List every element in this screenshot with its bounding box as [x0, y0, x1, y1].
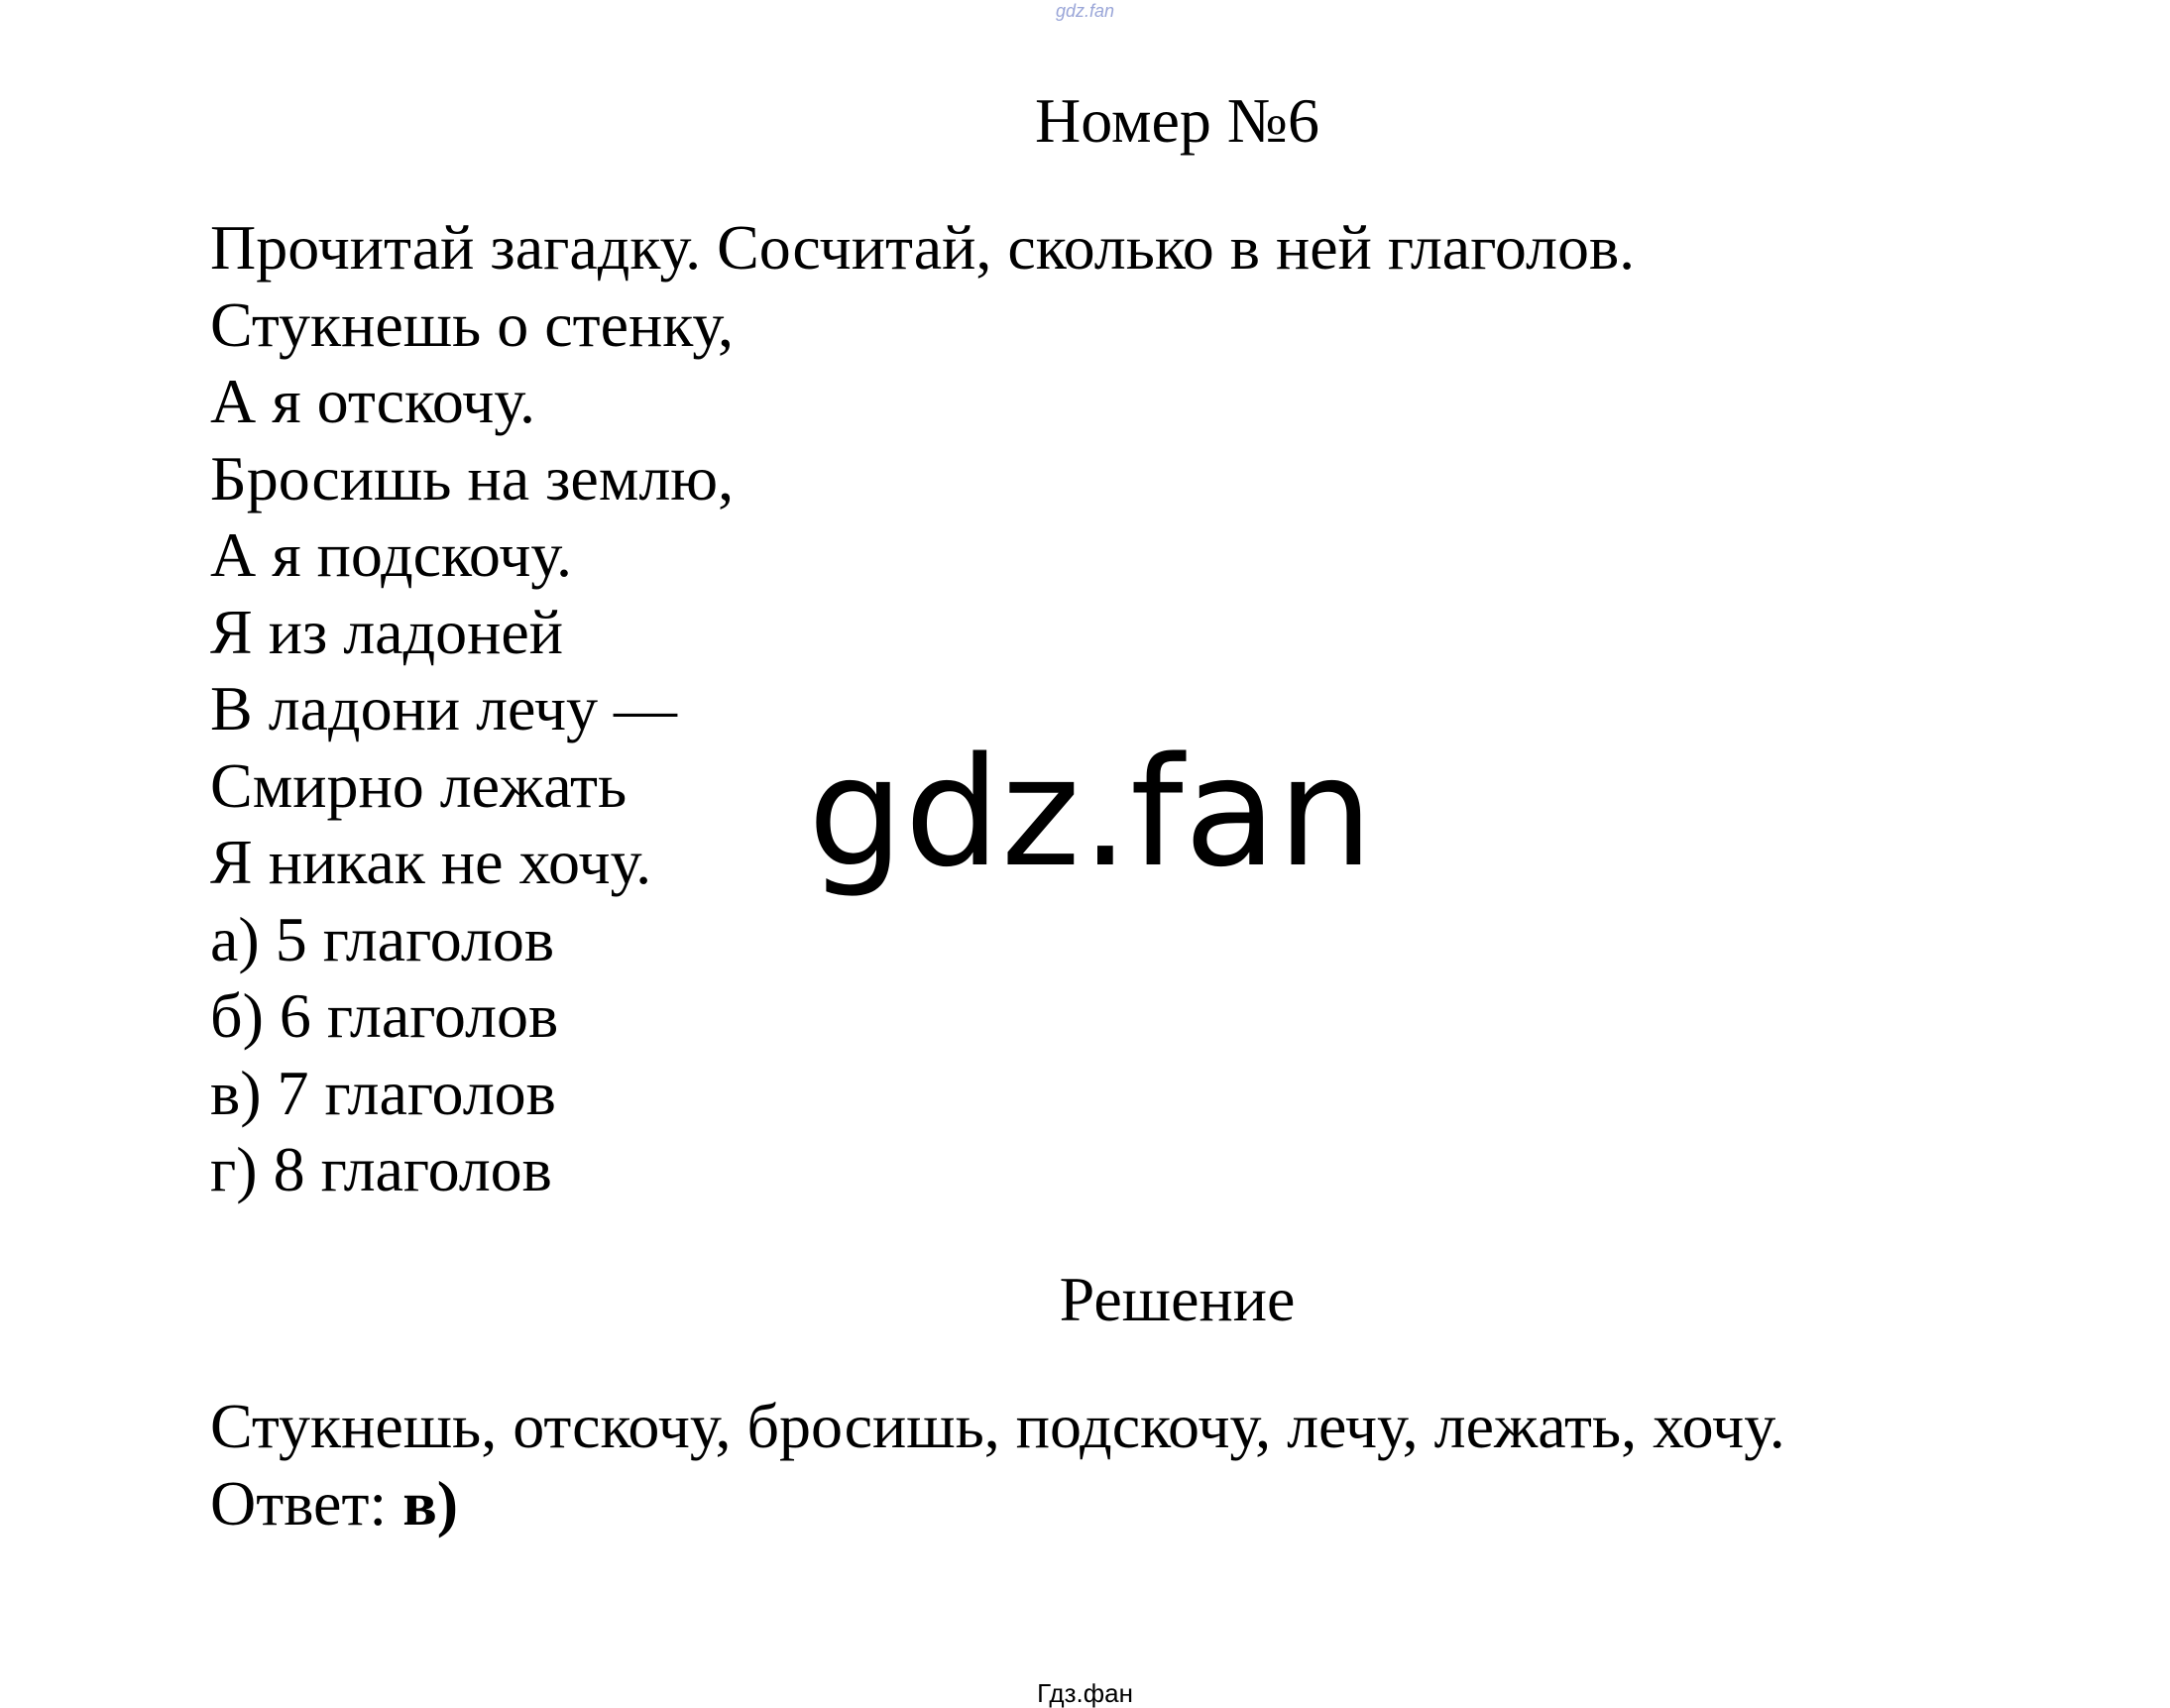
task-instruction: Прочитай загадку. Сосчитай, сколько в ней глаголов.	[210, 212, 1636, 283]
riddle-line: В ладони лечу —	[210, 673, 678, 743]
riddle-line: Я из ладоней	[210, 596, 564, 667]
footer-site-name: Гдз.фан	[1037, 1678, 1133, 1708]
riddle-line: Смирно лежать	[210, 749, 628, 821]
answer-option-v: в) 7 глаголов	[210, 1057, 556, 1128]
answer-option-g: г) 8 глаголов	[210, 1134, 552, 1204]
site-mark: gdz.fan	[1055, 1, 1115, 21]
riddle-line: Бросишь на землю,	[210, 442, 735, 513]
task-block	[210, 209, 1635, 1208]
answer-line	[210, 1465, 1785, 1542]
solution-verbs: Стукнешь, отскочу, бросишь, подскочу, лечу, лежать, хочу.	[210, 1391, 1785, 1461]
answer-option-a: а) 5 глаголов	[210, 903, 555, 974]
answer-value: в)	[402, 1467, 459, 1538]
riddle-line: А я подскочу.	[210, 519, 572, 590]
page-title: Номер №6	[1035, 85, 1319, 156]
answer-label: Ответ:	[210, 1467, 403, 1538]
riddle-line: А я отскочу.	[210, 366, 535, 436]
answer-option-b: б) 6 глаголов	[210, 980, 559, 1051]
riddle-line: Я никак не хочу.	[210, 827, 652, 897]
solution-block	[210, 1388, 1785, 1541]
solution-title: Решение	[1059, 1264, 1296, 1334]
riddle-line: Стукнешь о стенку,	[210, 288, 734, 360]
watermark: gdz.fan	[808, 725, 1375, 900]
